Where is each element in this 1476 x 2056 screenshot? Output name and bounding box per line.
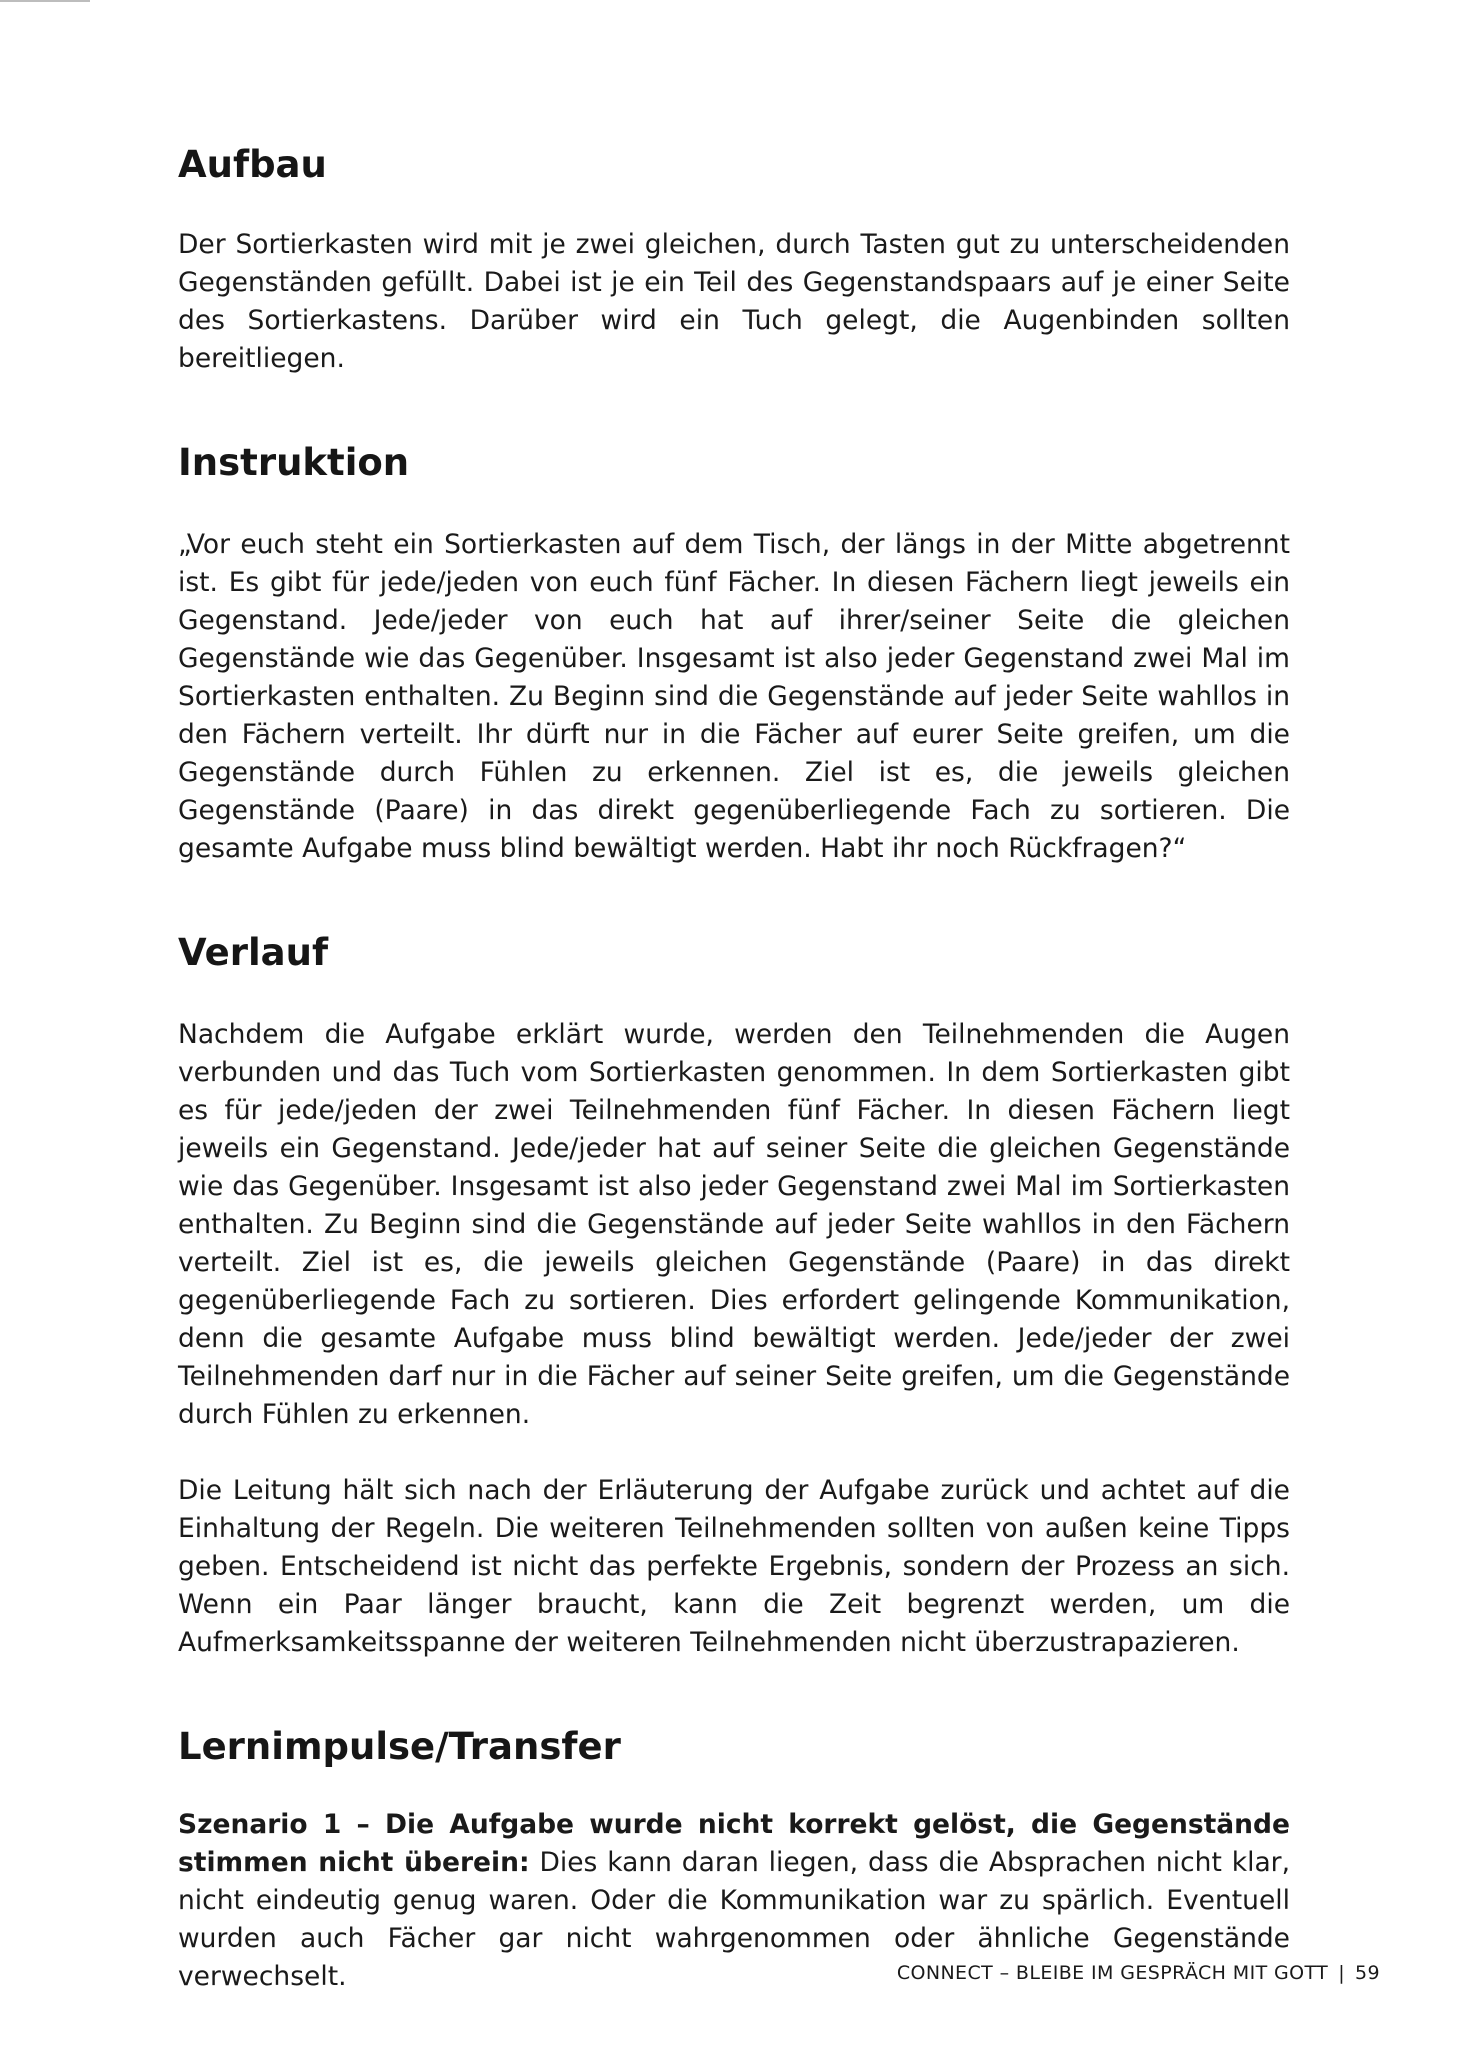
- page-footer: [897, 1962, 1380, 1984]
- corner-crop-mark: [0, 0, 90, 2]
- szenario-1-text: Dies kann daran liegen, dass die Absprachen nicht klar, nicht eindeutig genug waren. Oder die Kommunikation war zu spärlich. Eventuell wurden auch Fächer gar nicht wahrgenommen oder ähnliche Gegenstände verwechselt.: [178, 1847, 1290, 1992]
- heading-lernimpulse: Lernimpulse/Transfer: [178, 1725, 621, 1768]
- section-lernimpulse: [178, 1724, 1290, 1996]
- page-number: 59: [1355, 1962, 1380, 1984]
- paragraph-instruktion: „Vor euch steht ein Sortierkasten auf dem Tisch, der längs in der Mitte abgetrennt ist. Es gibt für jede/jeden von euch fünf Fächer. In diesen Fächern liegt jeweils ein Gegenstand. Jede/jeder von euch hat auf ihrer/seiner Seite die gleichen Gegenstände wie das Gegenüber. Insgesamt ist also jeder Gegenstand zwei Mal im Sortierkasten enthalten. Zu Beginn sind die Gegenstände auf jeder Seite wahllos in den Fächern verteilt. Ihr dürft nur in die Fächer auf eurer Seite greifen, um die Gegenstände durch Fühlen zu erkennen. Ziel ist es, die jeweils gleichen Gegenstände (Paare) in das direkt gegenüberliegende Fach zu sortieren. Die gesamte Aufgabe muss blind bewältigt werden. Habt ihr noch Rückfragen?“: [178, 529, 1290, 864]
- paragraph-verlauf-1: Nachdem die Aufgabe erklärt wurde, werden den Teilnehmenden die Augen verbunden und das Tuch vom Sortierkasten genommen. In dem Sortierkasten gibt es für jede/jeden der zwei Teilnehmenden fünf Fächer. In diesen Fächern liegt jeweils ein Gegenstand. Jede/jeder hat auf seiner Seite die gleichen Gegenstände wie das Gegenüber. Insgesamt ist also jeder Gegenstand zwei Mal im Sortierkasten enthalten. Zu Beginn sind die Gegenstände auf jeder Seite wahllos in den Fächern verteilt. Ziel ist es, die jeweils gleichen Gegenstände (Paare) in das direkt gegenüberliegende Fach zu sortieren. Dies erfordert gelingende Kommunikation, denn die gesamte Aufgabe muss blind bewältigt werden. Jede/jeder der zwei Teilnehmenden darf nur in die Fächer auf seiner Seite greifen, um die Gegenstände durch Fühlen zu erkennen.: [178, 1019, 1290, 1430]
- section-instruktion: [178, 440, 1290, 868]
- heading-verlauf: Verlauf: [178, 931, 329, 974]
- heading-instruktion: Instruktion: [178, 441, 410, 484]
- szenario-1-lead: Szenario 1 – Die Aufgabe wurde nicht korrekt gelöst, die Gegenstände stimmen nicht überein:: [178, 1809, 1290, 1878]
- footer-separator: |: [1338, 1962, 1346, 1984]
- paragraph-aufbau: Der Sortierkasten wird mit je zwei gleichen, durch Tasten gut zu unterscheidenden Gegenständen gefüllt. Dabei ist je ein Teil des Gegenstandspaars auf je einer Seite des Sortierkastens. Darüber wird ein Tuch gelegt, die Augenbinden sollten bereitliegen.: [178, 229, 1290, 374]
- heading-aufbau: Aufbau: [178, 143, 327, 186]
- section-aufbau: [178, 142, 1290, 378]
- footer-title: CONNECT – BLEIBE IM GESPRÄCH MIT GOTT: [896, 1962, 1329, 1984]
- paragraph-verlauf-2: Die Leitung hält sich nach der Erläuterung der Aufgabe zurück und achtet auf die Einhaltung der Regeln. Die weiteren Teilnehmenden sollten von außen keine Tipps geben. Entscheidend ist nicht das perfekte Ergebnis, sondern der Prozess an sich. Wenn ein Paar länger braucht, kann die Zeit begrenzt werden, um die Aufmerksamkeitsspanne der weiteren Teilnehmenden nicht überzustrapazieren.: [178, 1475, 1290, 1658]
- section-verlauf: [178, 930, 1290, 1662]
- page-content: [178, 142, 1290, 1996]
